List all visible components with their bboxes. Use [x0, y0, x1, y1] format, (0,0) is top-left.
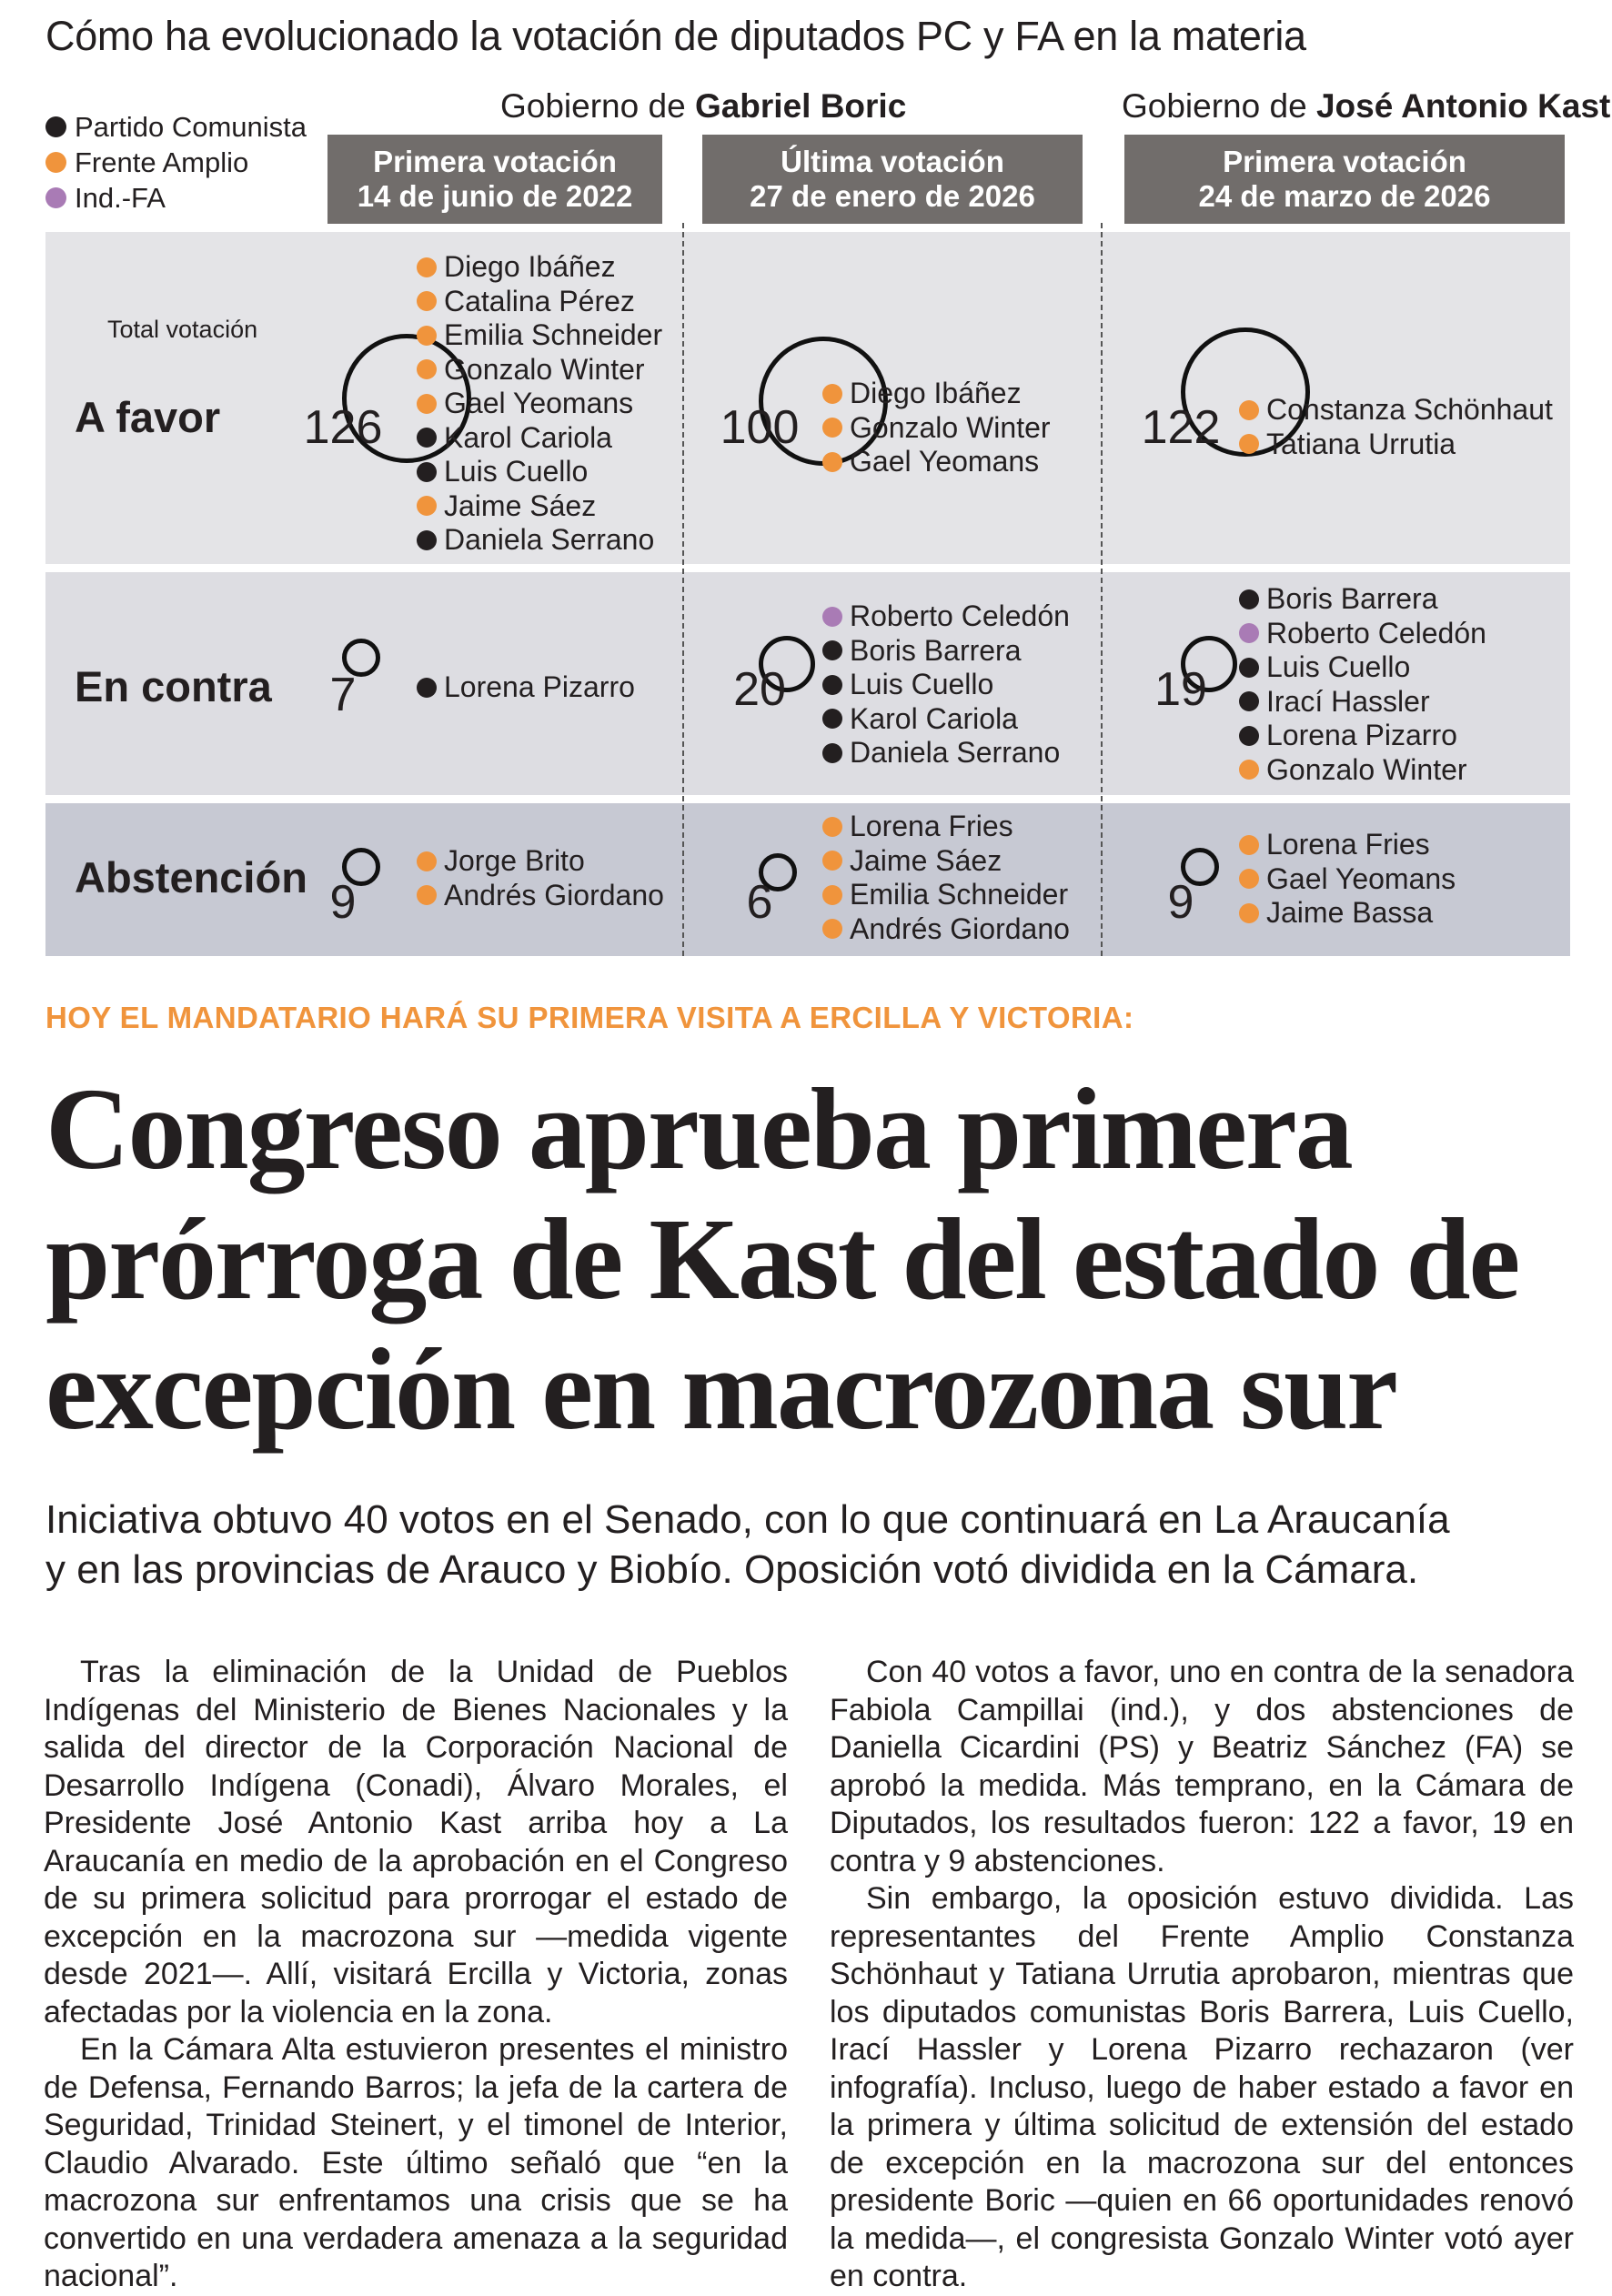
- government-prefix: Gobierno de: [1122, 87, 1316, 125]
- deputy-name: Daniela Serrano: [850, 736, 1061, 770]
- deputy-name: Diego Ibáñez: [444, 250, 616, 284]
- deputy-item: [417, 489, 662, 524]
- deputy-name: Lorena Fries: [850, 810, 1013, 843]
- article-column-1: [44, 1654, 788, 2296]
- paragraph: En la Cámara Alta estuvieron presentes el ministro de Defensa, Fernando Barros; la jefa de la cartera de Seguridad, Trinidad Steinert, y el timonel de Interior, Claudio Alvarado. Este último señaló que “en la macrozona sur enfrentamos una crisis que se ha convertido en una verdadera amenaza a la seguridad nacional”.: [44, 2032, 788, 2293]
- vote-total-abstencion-2: 6: [746, 876, 773, 929]
- deputy-name: Emilia Schneider: [850, 878, 1069, 911]
- party-dot: [822, 709, 842, 729]
- paragraph: Tras la eliminación de la Unidad de Pueblos Indígenas del Ministerio de Bienes Nacionales y la salida del director de la Corporación Nacional de Desarrollo Indígena (Conadi), Álvaro Morales, el Presidente José Antonio Kast arriba hoy a La Araucanía en medio de la aprobación en el Congreso de su primera solicitud para prorrogar el estado de excepción en la macrozona sur —medida vigente desde 2021—. Allí, visitará Ercilla y Victoria, zonas afectadas por la violencia en la zona.: [44, 1655, 788, 2029]
- government-name: Gabriel Boric: [694, 87, 907, 125]
- deputy-name: Gonzalo Winter: [444, 352, 645, 386]
- vote-total-favor-2: 100: [720, 401, 800, 454]
- names-abstencion-2: [822, 810, 1070, 946]
- deputy-item: [822, 599, 1070, 634]
- deputy-name: Andrés Giordano: [850, 911, 1070, 945]
- headline-line: excepción en macrozona sur: [45, 1324, 1396, 1454]
- deputy-name: Karol Cariola: [850, 701, 1018, 735]
- deputy-name: Irací Hassler: [1266, 684, 1430, 718]
- deputy-name: Jorge Brito: [444, 844, 585, 878]
- vote-header-1: [327, 135, 662, 224]
- party-dot: [417, 428, 437, 448]
- vote-header-title: Primera votación: [373, 145, 617, 178]
- infographic-title: Cómo ha evolucionado la votación de diputados PC y FA en la materia: [45, 13, 1306, 59]
- vote-header-date: 24 de marzo de 2026: [1198, 179, 1491, 213]
- paragraph: Sin embargo, la oposición estuvo dividida. Las representantes del Frente Amplio Constanza Schönhaut y Tatiana Urrutia aprobaron, mientras que los diputados comunistas Boris Barrera, Luis Cuello, Irací Hassler y Lorena Pizarro rechazaron (ver infografía). Incluso, luego de haber estado a favor en la primera y última solicitud de extensión del estado de excepción en la macrozona sur del entonces presidente Boric —quien en 66 oportunidades renovó la medida—, el congresista Gonzalo Winter votó ayer en contra.: [830, 1881, 1574, 2293]
- deputy-item: [822, 377, 1051, 411]
- deputy-name: Andrés Giordano: [444, 878, 664, 911]
- party-dot: [1239, 400, 1259, 420]
- names-favor-1: [417, 250, 662, 558]
- party-dot: [822, 919, 842, 939]
- paragraph: Con 40 votos a favor, uno en contra de la senadora Fabiola Campillai (ind.), y dos abstenciones de Daniella Cicardini (PS) y Beatriz Sánchez (FA) se aprobó la medida. Más temprano, en la Cámara de Diputados, los resultados fueron: 122 a favor, 19 en contra y 9 abstenciones.: [830, 1655, 1574, 1878]
- deputy-item: [822, 634, 1070, 669]
- deputy-name: Boris Barrera: [850, 633, 1022, 667]
- deputy-item: [822, 736, 1070, 770]
- party-dot: [1239, 903, 1259, 923]
- vote-total-favor-3: 122: [1141, 401, 1221, 454]
- party-dot: [822, 418, 842, 438]
- deputy-name: Gonzalo Winter: [850, 410, 1051, 444]
- names-contra-3: [1239, 582, 1486, 787]
- legend-label-pc: Partido Comunista: [75, 110, 307, 143]
- party-dot: [822, 384, 842, 404]
- party-dot: [417, 462, 437, 482]
- deputy-name: Lorena Pizarro: [1266, 719, 1457, 752]
- party-dot: [417, 678, 437, 698]
- party-dot: [1239, 434, 1259, 454]
- government-kast-heading: [1122, 87, 1610, 126]
- total-votes-label: Total votación: [107, 316, 258, 343]
- legend: [45, 109, 307, 216]
- vote-header-2: [702, 135, 1083, 224]
- legend-item-fa: [45, 145, 307, 180]
- vote-header-title: Última votación: [781, 145, 1004, 178]
- row-label-contra: En contra: [75, 662, 272, 710]
- deputy-name: Gael Yeomans: [850, 445, 1040, 478]
- article-column-2: [830, 1654, 1574, 2296]
- vote-total-favor-1: 126: [303, 401, 383, 454]
- legend-label-ind: Ind.-FA: [75, 181, 166, 214]
- vote-total-abstencion-1: 9: [329, 876, 357, 929]
- deputy-item: [417, 421, 662, 456]
- party-dot: [822, 851, 842, 871]
- deputy-item: [1239, 862, 1456, 897]
- legend-item-pc: [45, 109, 307, 145]
- vote-total-abstencion-3: 9: [1167, 876, 1194, 929]
- article-headline: [45, 1064, 1583, 1455]
- deputy-item: [822, 878, 1070, 912]
- names-contra-1: [417, 670, 635, 705]
- article-deck: [45, 1495, 1574, 1595]
- deputy-name: Luis Cuello: [1266, 650, 1411, 684]
- deputy-name: Roberto Celedón: [1266, 616, 1486, 650]
- deputy-item: [417, 387, 662, 421]
- deputy-item: [417, 523, 662, 558]
- deputy-item: [822, 668, 1070, 702]
- government-boric-heading: [500, 87, 906, 126]
- government-prefix: Gobierno de: [500, 87, 695, 125]
- deputy-item: [417, 879, 664, 913]
- vote-header-title: Primera votación: [1223, 145, 1466, 178]
- deputy-item: [1239, 753, 1486, 788]
- deputy-name: Emilia Schneider: [444, 318, 663, 352]
- party-dot: [822, 452, 842, 472]
- party-dot: [417, 496, 437, 516]
- deputy-item: [1239, 719, 1486, 753]
- deck-line: y en las provincias de Arauco y Biobío. Oposición votó dividida en la Cámara.: [45, 1547, 1419, 1592]
- deputy-name: Constanza Schönhaut: [1266, 393, 1553, 427]
- deputy-name: Luis Cuello: [444, 455, 589, 488]
- deputy-name: Karol Cariola: [444, 420, 612, 454]
- party-dot: [1239, 589, 1259, 609]
- deputy-item: [1239, 393, 1553, 428]
- deputy-item: [417, 455, 662, 489]
- deputy-item: [822, 912, 1070, 947]
- column-divider: [682, 223, 684, 956]
- deputy-item: [822, 411, 1051, 446]
- legend-label-fa: Frente Amplio: [75, 146, 249, 178]
- deputy-item: [1239, 582, 1486, 617]
- deputy-name: Catalina Pérez: [444, 284, 635, 317]
- party-dot: [417, 291, 437, 311]
- government-name: José Antonio Kast: [1315, 87, 1611, 125]
- deputy-name: Gonzalo Winter: [1266, 752, 1467, 786]
- legend-item-ind: [45, 180, 307, 216]
- party-dot: [417, 885, 437, 905]
- party-dot: [417, 257, 437, 277]
- deputy-name: Tatiana Urrutia: [1266, 427, 1456, 460]
- party-dot: [822, 743, 842, 763]
- names-abstencion-1: [417, 844, 664, 912]
- deputy-name: Boris Barrera: [1266, 582, 1438, 616]
- party-dot: [822, 607, 842, 627]
- party-dot: [1239, 726, 1259, 746]
- vote-header-date: 14 de junio de 2022: [357, 179, 633, 213]
- headline-line: prórroga de Kast del estado de: [45, 1194, 1519, 1324]
- legend-dot-pc: [45, 116, 66, 137]
- deputy-name: Lorena Pizarro: [444, 670, 635, 704]
- names-favor-3: [1239, 393, 1553, 461]
- party-dot: [822, 640, 842, 660]
- party-dot: [822, 885, 842, 905]
- deputy-name: Jaime Sáez: [850, 843, 1002, 877]
- party-dot: [417, 530, 437, 550]
- deputy-name: Diego Ibáñez: [850, 377, 1022, 410]
- deck-line: Iniciativa obtuvo 40 votos en el Senado, con lo que continuará en La Araucanía: [45, 1497, 1450, 1542]
- headline-line: Congreso aprueba primera: [45, 1064, 1352, 1193]
- row-label-favor: A favor: [75, 393, 221, 441]
- vote-total-contra-1: 7: [329, 669, 357, 721]
- deputy-item: [822, 445, 1051, 479]
- deputy-item: [417, 353, 662, 388]
- party-dot: [1239, 658, 1259, 678]
- party-dot: [417, 851, 437, 871]
- party-dot: [822, 817, 842, 837]
- article-kicker: HOY EL MANDATARIO HARÁ SU PRIMERA VISITA A ERCILLA Y VICTORIA:: [45, 1001, 1134, 1034]
- deputy-item: [822, 844, 1070, 879]
- vote-total-contra-2: 20: [733, 663, 786, 716]
- party-dot: [1239, 623, 1259, 643]
- party-dot: [1239, 691, 1259, 711]
- deputy-item: [1239, 828, 1456, 862]
- deputy-item: [417, 318, 662, 353]
- row-label-abstencion: Abstención: [75, 853, 307, 901]
- deputy-item: [822, 702, 1070, 737]
- deputy-item: [1239, 896, 1456, 931]
- deputy-name: Gael Yeomans: [1266, 861, 1456, 895]
- party-dot: [1239, 760, 1259, 780]
- deputy-name: Jaime Bassa: [1266, 896, 1434, 930]
- deputy-name: Luis Cuello: [850, 668, 994, 701]
- party-dot: [417, 326, 437, 346]
- party-dot: [1239, 835, 1259, 855]
- column-divider: [1101, 223, 1103, 956]
- deputy-item: [417, 250, 662, 285]
- names-favor-2: [822, 377, 1051, 479]
- deputy-name: Roberto Celedón: [850, 599, 1070, 633]
- deputy-name: Jaime Sáez: [444, 488, 597, 522]
- deputy-item: [1239, 650, 1486, 685]
- deputy-item: [417, 285, 662, 319]
- party-dot: [417, 394, 437, 414]
- legend-dot-ind: [45, 187, 66, 208]
- vote-header-3: [1124, 135, 1565, 224]
- deputy-item: [1239, 428, 1553, 462]
- deputy-name: Lorena Fries: [1266, 828, 1430, 861]
- deputy-item: [1239, 617, 1486, 651]
- party-dot: [417, 359, 437, 379]
- party-dot: [822, 675, 842, 695]
- deputy-name: Daniela Serrano: [444, 523, 655, 557]
- legend-dot-fa: [45, 152, 66, 173]
- deputy-item: [1239, 685, 1486, 720]
- vote-total-contra-3: 19: [1154, 663, 1207, 716]
- vote-header-date: 27 de enero de 2026: [750, 179, 1035, 213]
- deputy-name: Gael Yeomans: [444, 387, 634, 420]
- deputy-item: [417, 844, 664, 879]
- deputy-item: [822, 810, 1070, 844]
- names-abstencion-3: [1239, 828, 1456, 931]
- deputy-item: [417, 670, 635, 705]
- names-contra-2: [822, 599, 1070, 770]
- party-dot: [1239, 869, 1259, 889]
